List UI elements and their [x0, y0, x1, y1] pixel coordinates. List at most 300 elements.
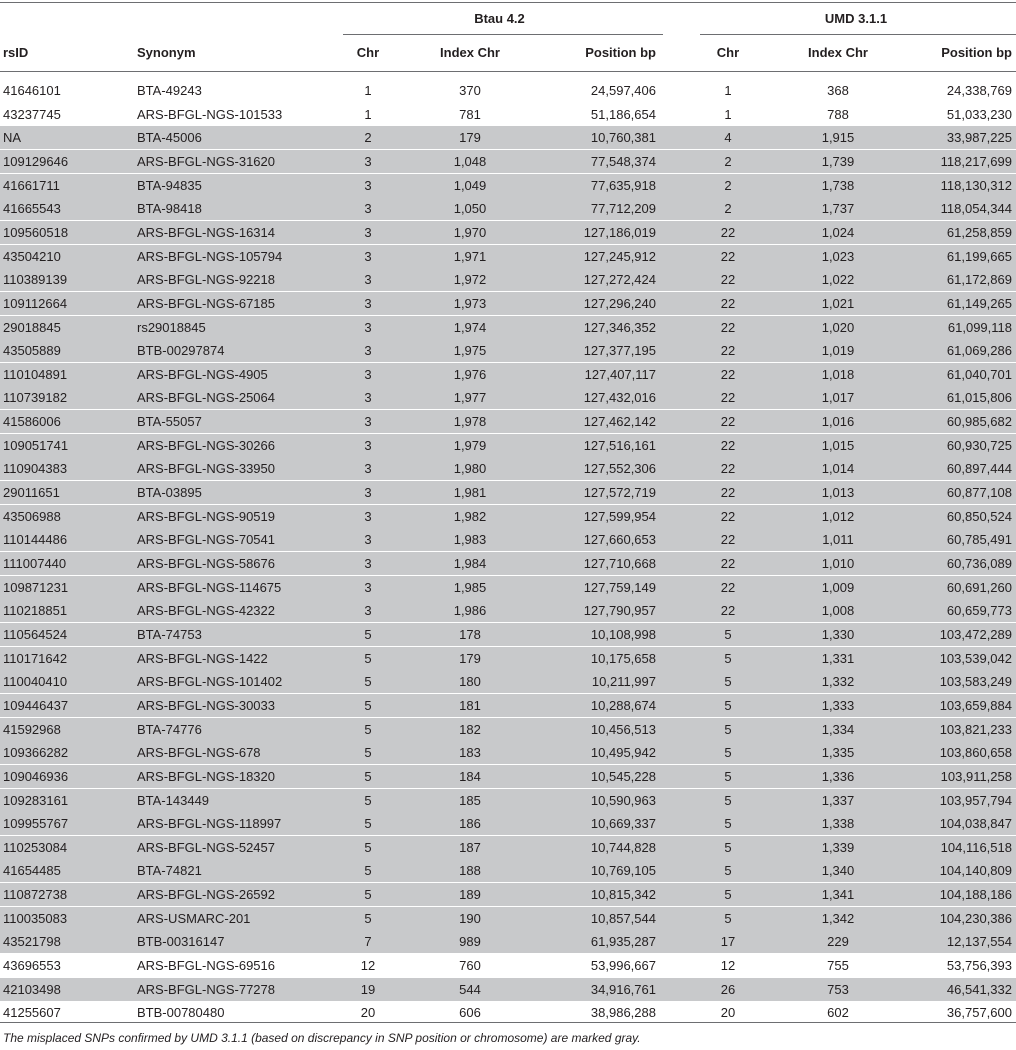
table-footnote: The misplaced SNPs confirmed by UMD 3.1.1 (based on discrepancy in SNP position or chromosome) are marked gray.: [3, 1031, 641, 1045]
cell-umd-index: 1,024: [821, 224, 855, 240]
cell-btau-index: 760: [459, 958, 481, 974]
cell-synonym: ARS-BFGL-NGS-92218: [137, 272, 275, 288]
col-header-rsid: rsID: [3, 45, 29, 60]
table-row: [0, 741, 1016, 764]
cell-umd-position: 61,199,665: [946, 248, 1012, 264]
column-header-row: [0, 41, 1016, 64]
table-row: [0, 930, 1016, 953]
cell-umd-position: 61,015,806: [946, 390, 1012, 406]
cell-umd-index: 1,023: [821, 248, 855, 264]
cell-btau-index: 187: [459, 839, 481, 855]
cell-btau-index: 1,049: [453, 177, 487, 193]
cell-btau-position: 10,108,998: [590, 626, 656, 642]
cell-btau-position: 10,815,342: [590, 887, 656, 903]
cell-rsid: 41586006: [3, 414, 61, 430]
cell-btau-index: 1,985: [453, 579, 487, 595]
table-row: [0, 599, 1016, 622]
cell-umd-chr: 5: [724, 863, 732, 879]
cell-btau-index: 182: [459, 721, 481, 737]
cell-umd-chr: 12: [720, 958, 736, 974]
cell-umd-index: 1,010: [821, 556, 855, 571]
cell-btau-chr: 3: [364, 366, 372, 382]
table-row: [0, 386, 1016, 409]
cell-umd-chr: 5: [724, 816, 732, 832]
col-header-umd-index: Index Chr: [808, 45, 868, 60]
cell-btau-position: 10,288,674: [590, 697, 656, 713]
cell-btau-index: 178: [459, 626, 481, 642]
cell-btau-chr: 5: [364, 721, 372, 737]
cell-btau-index: 179: [459, 650, 481, 666]
table-row: [0, 339, 1016, 362]
cell-umd-position: 61,040,701: [946, 366, 1012, 382]
cell-umd-position: 103,472,289: [939, 626, 1012, 642]
cell-rsid: 109366282: [3, 745, 69, 761]
cell-umd-chr: 22: [720, 603, 736, 619]
cell-rsid: 29018845: [3, 319, 61, 335]
cell-btau-index: 1,975: [453, 343, 487, 359]
cell-btau-position: 77,635,918: [590, 177, 656, 193]
cell-umd-index: 1,018: [821, 366, 855, 382]
cell-btau-index: 1,976: [453, 366, 487, 382]
cell-synonym: BTA-03895: [137, 485, 202, 501]
cell-btau-index: 1,971: [453, 248, 487, 264]
table-row: [0, 528, 1016, 551]
cell-btau-index: 189: [459, 887, 481, 903]
cell-umd-index: 1,008: [821, 603, 855, 619]
btau-group-rule: [343, 34, 663, 35]
col-header-btau-position: Position bp: [585, 45, 656, 60]
cell-umd-position: 60,877,108: [946, 485, 1012, 501]
col-header-btau-chr: Chr: [356, 45, 380, 60]
cell-umd-index: 753: [827, 981, 849, 997]
cell-btau-position: 77,548,374: [590, 153, 656, 169]
cell-btau-chr: 3: [364, 414, 372, 430]
cell-umd-position: 60,897,444: [946, 461, 1012, 477]
cell-synonym: BTA-45006: [137, 130, 202, 146]
cell-umd-chr: 22: [720, 390, 736, 406]
cell-umd-position: 60,691,260: [946, 579, 1012, 595]
cell-btau-chr: 3: [364, 390, 372, 406]
cell-btau-index: 179: [459, 130, 481, 146]
cell-umd-chr: 5: [724, 721, 732, 737]
cell-btau-position: 10,769,105: [590, 863, 656, 879]
cell-btau-position: 127,462,142: [583, 414, 656, 430]
table-row: [0, 410, 1016, 433]
cell-btau-index: 1,048: [453, 153, 487, 169]
cell-rsid: 109560518: [3, 224, 69, 240]
cell-synonym: ARS-BFGL-NGS-90519: [137, 508, 275, 524]
cell-umd-position: 104,116,518: [940, 839, 1012, 855]
cell-btau-index: 1,979: [453, 437, 487, 453]
cell-umd-index: 1,332: [821, 674, 855, 690]
table-row: [0, 174, 1016, 197]
cell-btau-position: 10,669,337: [590, 816, 656, 832]
table-row: [0, 623, 1016, 646]
cell-synonym: rs29018845: [137, 319, 206, 335]
cell-umd-index: 1,915: [821, 130, 855, 146]
cell-umd-index: 1,341: [821, 887, 855, 903]
cell-btau-position: 61,935,287: [590, 934, 656, 950]
cell-rsid: 29011651: [3, 485, 60, 501]
cell-btau-chr: 5: [364, 863, 372, 879]
cell-btau-position: 10,744,828: [590, 839, 656, 855]
cell-umd-index: 788: [827, 106, 849, 122]
cell-btau-chr: 3: [364, 201, 372, 217]
cell-rsid: 109112664: [3, 295, 68, 311]
cell-btau-index: 1,974: [453, 319, 487, 335]
cell-umd-index: 1,013: [821, 485, 855, 501]
cell-umd-position: 118,054,344: [940, 201, 1012, 217]
cell-btau-position: 127,790,957: [583, 603, 656, 619]
cell-btau-position: 77,712,209: [590, 201, 656, 217]
cell-btau-index: 181: [459, 697, 481, 713]
cell-btau-position: 10,456,513: [590, 721, 656, 737]
table-row: [0, 978, 1016, 1001]
cell-btau-index: 184: [459, 768, 481, 784]
cell-rsid: 43504210: [3, 248, 61, 264]
cell-umd-index: 1,335: [821, 745, 855, 761]
cell-btau-index: 186: [459, 816, 481, 832]
header-bottom-rule: [0, 71, 1016, 72]
cell-synonym: ARS-BFGL-NGS-77278: [137, 981, 275, 997]
cell-btau-chr: 3: [364, 579, 372, 595]
cell-umd-chr: 5: [724, 768, 732, 784]
cell-btau-chr: 5: [364, 816, 372, 832]
cell-btau-position: 127,759,149: [583, 579, 656, 595]
cell-umd-chr: 22: [720, 414, 736, 430]
cell-umd-position: 61,099,118: [947, 319, 1012, 335]
cell-btau-chr: 3: [364, 343, 372, 359]
cell-umd-position: 103,911,258: [940, 768, 1012, 784]
cell-btau-chr: 3: [364, 248, 372, 264]
cell-btau-index: 1,978: [453, 414, 487, 430]
table-row: [0, 268, 1016, 291]
cell-umd-position: 118,217,699: [940, 153, 1012, 169]
cell-synonym: ARS-BFGL-NGS-101533: [137, 106, 283, 122]
umd-group-rule: [700, 34, 1016, 35]
cell-umd-position: 60,736,089: [946, 556, 1012, 571]
cell-btau-index: 781: [459, 106, 481, 122]
cell-rsid: 109046936: [3, 768, 69, 784]
table-row: [0, 292, 1016, 315]
cell-umd-position: 53,756,393: [946, 958, 1012, 974]
cell-synonym: BTA-74776: [137, 721, 202, 737]
cell-btau-chr: 19: [360, 981, 376, 997]
cell-synonym: ARS-BFGL-NGS-1422: [137, 650, 268, 666]
cell-synonym: ARS-BFGL-NGS-58676: [137, 556, 275, 571]
cell-synonym: BTA-49243: [137, 83, 202, 98]
table-row: [0, 505, 1016, 528]
col-header-synonym: Synonym: [137, 45, 196, 60]
cell-rsid: 109129646: [3, 153, 69, 169]
cell-btau-chr: 3: [364, 461, 372, 477]
cell-btau-chr: 3: [364, 177, 372, 193]
cell-umd-position: 118,130,312: [940, 177, 1012, 193]
cell-rsid: 41654485: [3, 863, 61, 879]
cell-rsid: 109955767: [3, 816, 69, 832]
cell-rsid: 110253084: [3, 839, 68, 855]
cell-umd-index: 1,011: [822, 532, 854, 548]
cell-btau-position: 34,916,761: [590, 981, 656, 997]
cell-umd-index: 1,012: [821, 508, 855, 524]
cell-umd-chr: 5: [724, 626, 732, 642]
cell-rsid: 43696553: [3, 958, 61, 974]
cell-umd-chr: 5: [724, 650, 732, 666]
table-row: [0, 694, 1016, 717]
cell-synonym: ARS-BFGL-NGS-30266: [137, 437, 275, 453]
cell-rsid: 110389139: [3, 272, 68, 288]
cell-umd-chr: 22: [720, 272, 736, 288]
cell-umd-index: 1,022: [821, 272, 855, 288]
cell-rsid: 41255607: [3, 1005, 61, 1021]
cell-umd-chr: 20: [720, 1005, 736, 1021]
cell-synonym: ARS-BFGL-NGS-118997: [137, 816, 282, 832]
cell-btau-chr: 5: [364, 626, 372, 642]
cell-btau-chr: 5: [364, 650, 372, 666]
cell-btau-position: 127,710,668: [583, 556, 656, 571]
table-top-rule: [0, 2, 1016, 3]
cell-umd-position: 103,821,233: [939, 721, 1012, 737]
cell-synonym: BTB-00780480: [137, 1005, 225, 1021]
cell-umd-index: 368: [827, 83, 849, 98]
cell-synonym: ARS-BFGL-NGS-67185: [137, 295, 275, 311]
table-row: [0, 789, 1016, 812]
cell-umd-position: 60,850,524: [946, 508, 1012, 524]
table-row: [0, 457, 1016, 480]
umd-group-header: UMD 3.1.1: [824, 11, 888, 26]
cell-btau-index: 1,977: [453, 390, 487, 406]
cell-btau-index: 1,980: [453, 461, 487, 477]
cell-umd-chr: 5: [724, 839, 732, 855]
table-row: [0, 197, 1016, 220]
cell-umd-chr: 22: [720, 508, 736, 524]
cell-rsid: 110218851: [3, 603, 68, 619]
cell-umd-chr: 22: [720, 295, 736, 311]
cell-umd-index: 755: [827, 958, 849, 974]
cell-btau-position: 127,245,912: [583, 248, 656, 264]
cell-synonym: ARS-BFGL-NGS-70541: [137, 532, 275, 548]
cell-btau-chr: 3: [364, 272, 372, 288]
table-row: [0, 221, 1016, 244]
cell-umd-position: 104,230,386: [939, 910, 1012, 926]
cell-umd-chr: 22: [720, 556, 736, 571]
cell-btau-chr: 5: [364, 674, 372, 690]
cell-umd-index: 1,015: [821, 437, 855, 453]
cell-btau-index: 1,973: [453, 295, 487, 311]
cell-btau-index: 544: [459, 981, 481, 997]
cell-rsid: 43505889: [3, 343, 61, 359]
cell-umd-index: 602: [827, 1005, 849, 1021]
cell-umd-position: 103,860,658: [939, 745, 1012, 761]
cell-umd-chr: 2: [724, 153, 732, 169]
cell-umd-position: 12,137,554: [946, 934, 1012, 950]
cell-rsid: 110144486: [3, 532, 68, 548]
cell-synonym: ARS-BFGL-NGS-16314: [137, 224, 275, 240]
cell-btau-index: 1,050: [453, 201, 487, 217]
cell-synonym: ARS-BFGL-NGS-26592: [137, 887, 275, 903]
cell-btau-chr: 1: [364, 106, 372, 122]
cell-synonym: ARS-BFGL-NGS-69516: [137, 958, 275, 974]
cell-rsid: 111007440: [3, 556, 67, 571]
table-row: [0, 481, 1016, 504]
table-row: [0, 883, 1016, 906]
cell-umd-chr: 5: [724, 745, 732, 761]
cell-umd-index: 1,016: [821, 414, 855, 430]
cell-synonym: ARS-BFGL-NGS-678: [137, 745, 261, 761]
cell-umd-index: 1,339: [821, 839, 855, 855]
table-row: [0, 79, 1016, 102]
cell-umd-position: 104,188,186: [939, 887, 1012, 903]
cell-btau-position: 127,660,653: [583, 532, 656, 548]
cell-umd-index: 1,338: [821, 816, 855, 832]
cell-btau-index: 1,970: [453, 224, 487, 240]
cell-rsid: 110739182: [3, 390, 68, 406]
cell-rsid: 41646101: [3, 83, 61, 98]
cell-btau-chr: 3: [364, 224, 372, 240]
cell-rsid: 109283161: [3, 792, 69, 808]
cell-umd-chr: 22: [720, 437, 736, 453]
cell-btau-position: 24,597,406: [590, 83, 656, 98]
cell-umd-position: 61,172,869: [946, 272, 1012, 288]
cell-umd-chr: 4: [724, 130, 732, 146]
cell-umd-position: 60,785,491: [946, 532, 1012, 548]
col-header-btau-index: Index Chr: [440, 45, 500, 60]
cell-rsid: 110104891: [3, 366, 68, 382]
table-row: [0, 859, 1016, 882]
table-row: [0, 126, 1016, 149]
cell-umd-position: 33,987,225: [946, 130, 1012, 146]
cell-synonym: ARS-BFGL-NGS-101402: [137, 674, 283, 690]
cell-synonym: ARS-BFGL-NGS-33950: [137, 461, 275, 477]
table-row: [0, 1001, 1016, 1024]
cell-btau-index: 183: [459, 745, 481, 761]
cell-umd-position: 61,149,265: [946, 295, 1012, 311]
cell-btau-position: 10,495,942: [590, 745, 656, 761]
cell-btau-position: 127,346,352: [583, 319, 656, 335]
cell-umd-index: 1,739: [821, 153, 855, 169]
cell-umd-position: 46,541,332: [946, 981, 1012, 997]
cell-umd-position: 36,757,600: [946, 1005, 1012, 1021]
table-row: [0, 670, 1016, 693]
cell-rsid: 109051741: [3, 437, 69, 453]
cell-btau-index: 1,981: [453, 485, 487, 501]
cell-umd-index: 1,336: [821, 768, 855, 784]
table-row: [0, 434, 1016, 457]
table-row: [0, 812, 1016, 835]
cell-rsid: 110040410: [3, 674, 68, 690]
cell-umd-index: 1,014: [821, 461, 855, 477]
cell-btau-chr: 5: [364, 792, 372, 808]
cell-synonym: BTA-55057: [137, 414, 202, 430]
cell-btau-position: 127,186,019: [583, 224, 656, 240]
cell-btau-position: 10,857,544: [590, 910, 656, 926]
cell-umd-chr: 22: [720, 224, 736, 240]
cell-btau-position: 53,996,667: [590, 958, 656, 974]
table-row: [0, 576, 1016, 599]
cell-btau-chr: 3: [364, 556, 372, 571]
cell-umd-position: 60,985,682: [946, 414, 1012, 430]
cell-umd-chr: 22: [720, 366, 736, 382]
cell-btau-index: 989: [459, 934, 481, 950]
cell-umd-chr: 22: [720, 485, 736, 501]
cell-btau-position: 127,432,016: [583, 390, 656, 406]
cell-rsid: 43506988: [3, 508, 61, 524]
cell-rsid: 41665543: [3, 201, 61, 217]
cell-umd-chr: 5: [724, 792, 732, 808]
cell-umd-position: 103,659,884: [939, 697, 1012, 713]
cell-rsid: 110171642: [3, 650, 68, 666]
cell-btau-chr: 1: [364, 83, 372, 98]
cell-umd-position: 61,258,859: [946, 224, 1012, 240]
cell-rsid: 110564524: [3, 626, 68, 642]
cell-umd-chr: 2: [724, 201, 732, 217]
cell-rsid: 43237745: [3, 106, 61, 122]
cell-btau-position: 10,175,658: [590, 650, 656, 666]
cell-umd-chr: 22: [720, 319, 736, 335]
cell-btau-position: 10,760,381: [590, 130, 656, 146]
cell-btau-position: 51,186,654: [590, 106, 656, 122]
cell-btau-position: 127,296,240: [583, 295, 656, 311]
cell-btau-chr: 5: [364, 697, 372, 713]
cell-btau-position: 127,572,719: [583, 485, 656, 501]
cell-btau-position: 127,599,954: [583, 508, 656, 524]
cell-umd-position: 60,659,773: [946, 603, 1012, 619]
cell-btau-chr: 5: [364, 745, 372, 761]
cell-btau-index: 606: [459, 1005, 481, 1021]
table-row: [0, 954, 1016, 977]
cell-btau-chr: 5: [364, 839, 372, 855]
cell-btau-position: 38,986,288: [590, 1005, 656, 1021]
btau-group-header: Btau 4.2: [474, 11, 525, 26]
cell-umd-index: 1,337: [821, 792, 855, 808]
cell-btau-index: 1,986: [453, 603, 487, 619]
cell-btau-chr: 7: [364, 934, 372, 950]
cell-btau-chr: 2: [364, 130, 372, 146]
cell-umd-chr: 5: [724, 887, 732, 903]
cell-umd-chr: 22: [720, 532, 736, 548]
cell-rsid: 41661711: [3, 177, 60, 193]
cell-synonym: ARS-BFGL-NGS-25064: [137, 390, 275, 406]
cell-rsid: 110035083: [3, 910, 68, 926]
cell-btau-position: 127,377,195: [583, 343, 656, 359]
table-row: [0, 363, 1016, 386]
cell-btau-chr: 3: [364, 437, 372, 453]
cell-synonym: BTA-94835: [137, 177, 202, 193]
cell-umd-chr: 5: [724, 674, 732, 690]
table-row: [0, 718, 1016, 741]
cell-btau-position: 127,407,117: [584, 366, 656, 382]
cell-rsid: 43521798: [3, 934, 61, 950]
cell-umd-chr: 22: [720, 579, 736, 595]
cell-btau-index: 1,972: [453, 272, 487, 288]
cell-btau-chr: 5: [364, 768, 372, 784]
cell-umd-position: 61,069,286: [946, 343, 1012, 359]
cell-umd-index: 1,331: [821, 650, 855, 666]
table-row: [0, 245, 1016, 268]
cell-btau-position: 127,552,306: [583, 461, 656, 477]
table-row: [0, 316, 1016, 339]
cell-umd-chr: 22: [720, 343, 736, 359]
cell-umd-index: 1,330: [821, 626, 855, 642]
cell-btau-chr: 3: [364, 603, 372, 619]
cell-umd-chr: 5: [724, 697, 732, 713]
cell-btau-chr: 3: [364, 485, 372, 501]
cell-btau-position: 10,545,228: [590, 768, 656, 784]
cell-synonym: ARS-BFGL-NGS-4905: [137, 366, 268, 382]
cell-umd-position: 104,038,847: [939, 816, 1012, 832]
cell-umd-chr: 22: [720, 248, 736, 264]
cell-umd-position: 60,930,725: [946, 437, 1012, 453]
